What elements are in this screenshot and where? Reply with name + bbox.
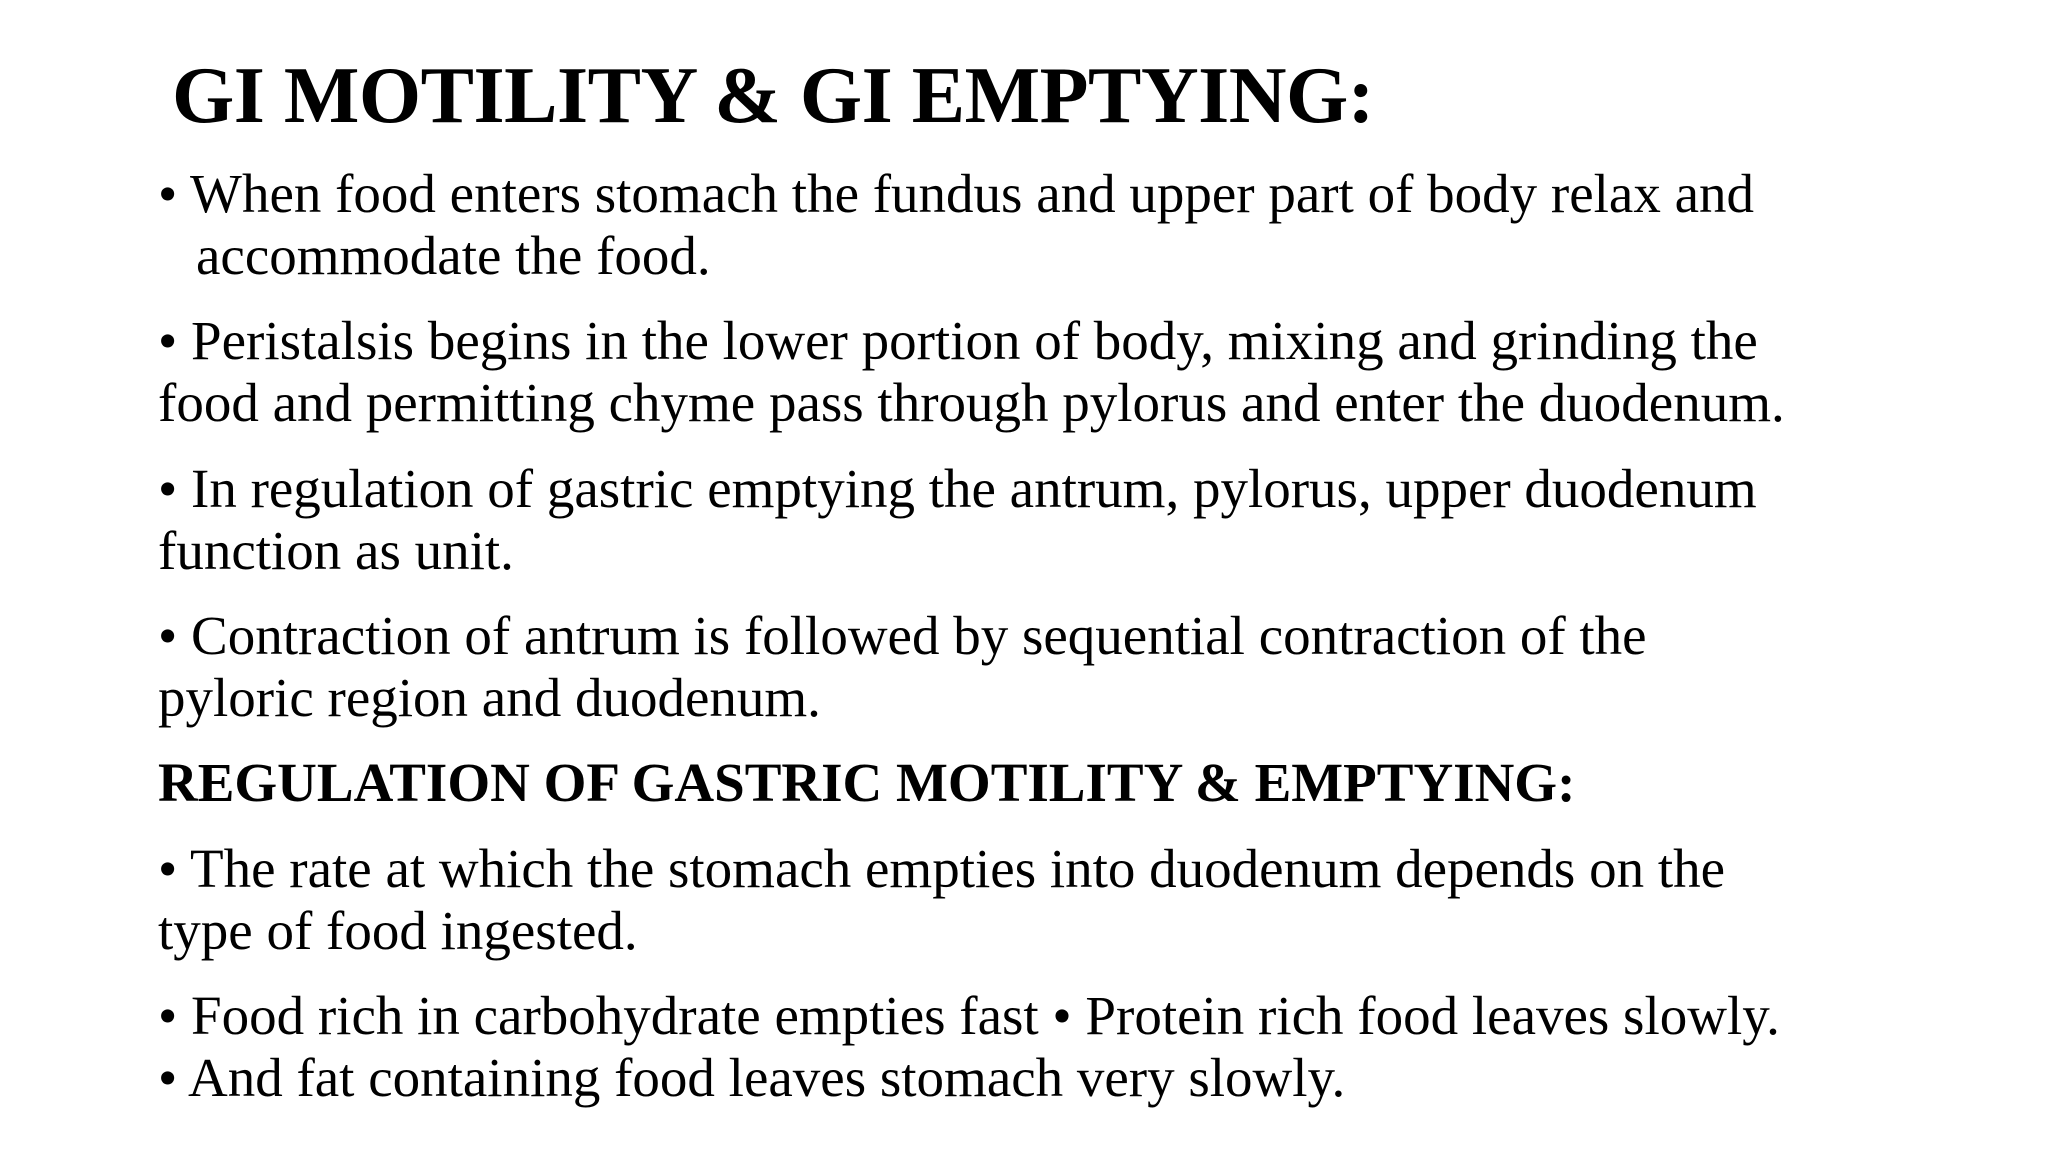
bullet-line: • And fat containing food leaves stomach very slowly. — [158, 1047, 1346, 1108]
bullet-line: • The rate at which the stomach empties into duodenum depends on the — [158, 838, 1726, 899]
slide-title: GI MOTILITY & GI EMPTYING: — [172, 52, 1374, 140]
bullet-marker: • — [158, 163, 178, 224]
bullet-text: When food enters stomach the fundus and upper part of body relax and — [190, 163, 1754, 224]
bullet-line: food and permitting chyme pass through pylorus and enter the duodenum. — [158, 372, 1785, 433]
bullet-item — [158, 605, 1998, 729]
bullet-line — [158, 163, 1998, 225]
bullet-line: • In regulation of gastric emptying the antrum, pylorus, upper duodenum — [158, 458, 1757, 519]
section-heading: REGULATION OF GASTRIC MOTILITY & EMPTYING: — [158, 752, 1576, 813]
bullet-line: • Food rich in carbohydrate empties fast • Protein rich food leaves slowly. — [158, 985, 1780, 1046]
bullet-item — [158, 163, 1998, 287]
bullet-item — [158, 310, 1998, 434]
bullet-line: accommodate the food. — [196, 225, 711, 286]
bullet-item — [158, 838, 1998, 962]
bullet-line: type of food ingested. — [158, 900, 638, 961]
bullet-line: • Peristalsis begins in the lower portion of body, mixing and grinding the — [158, 310, 1758, 371]
bullet-line: pyloric region and duodenum. — [158, 667, 821, 728]
bullet-item — [158, 985, 1998, 1109]
bullet-line: • Contraction of antrum is followed by sequential contraction of the — [158, 605, 1647, 666]
bullet-item — [158, 458, 1998, 582]
bullet-line: function as unit. — [158, 520, 514, 581]
